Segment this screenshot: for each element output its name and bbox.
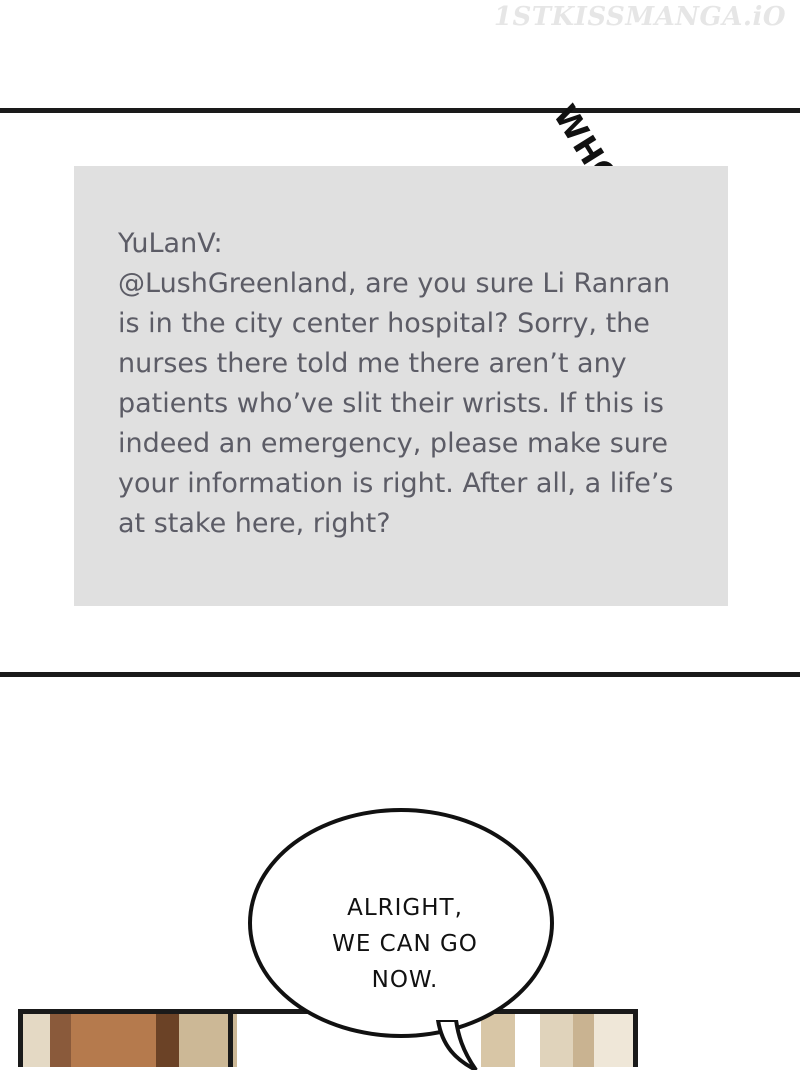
wall-stripe (573, 1014, 594, 1067)
speech-balloon-tail (436, 1020, 480, 1070)
comment-body: @LushGreenland, are you sure Li Ranran is in the city center hospital? Sorry, the nurses there told me there aren’t any patients who’ve slit their wrists. If this is indeed an emergency, please make sure your information is right. After all, a life’s at stake here, right? (118, 268, 674, 539)
wall-stripe (540, 1014, 573, 1067)
comment-box (74, 166, 728, 606)
speech-line: WE CAN GO (332, 931, 478, 957)
door-frame (228, 1014, 233, 1067)
speech-balloon (248, 808, 554, 1038)
wall-stripe (594, 1014, 633, 1067)
site-watermark: 1STKISSMANGA.iO (493, 2, 786, 32)
speech-balloon-text (252, 890, 558, 998)
speech-line: NOW. (371, 967, 439, 993)
speech-line: ALRIGHT, (347, 895, 463, 921)
wall-stripe (71, 1014, 156, 1067)
comment-username: YuLanV: (118, 228, 223, 259)
wall-stripe (237, 1014, 249, 1067)
wall-stripe (481, 1014, 516, 1067)
wall-stripe (50, 1014, 71, 1067)
wall-stripe (515, 1014, 540, 1067)
wall-stripe (156, 1014, 179, 1067)
wall-stripe (23, 1014, 50, 1067)
